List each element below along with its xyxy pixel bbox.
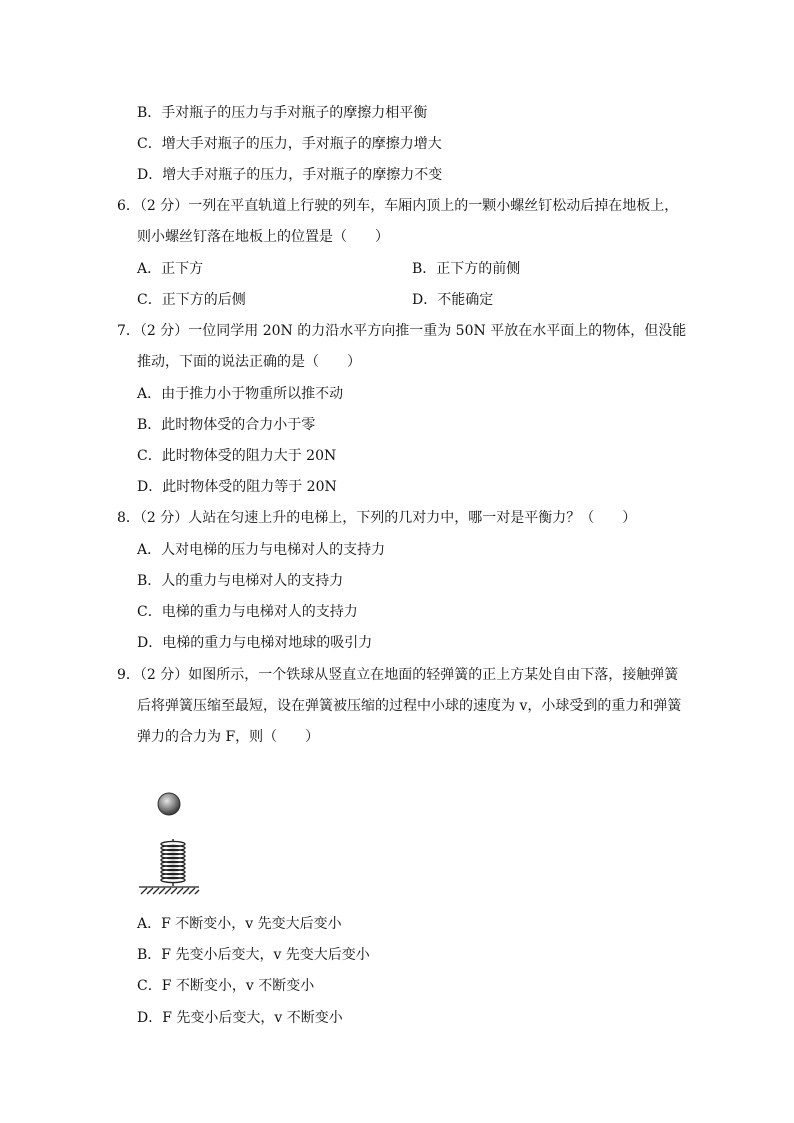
spring xyxy=(161,839,185,886)
ball-spring-figure xyxy=(133,790,205,900)
q5-option-b: B．手对瓶子的压力与手对瓶子的摩擦力相平衡 xyxy=(137,105,428,121)
ground xyxy=(139,887,199,894)
q9-option-b: B．F 先变小后变大，v 先变大后变小 xyxy=(137,947,370,963)
q9-option-d: D．F 先变小后变大，v 不断变小 xyxy=(137,1010,343,1026)
q6-stem-line1: 6．（2 分）一列在平直轨道上行驶的列车，车厢内顶上的一颗小螺丝钉松动后掉在地板上， xyxy=(117,198,679,214)
q8-option-c: C．电梯的重力与电梯对人的支持力 xyxy=(137,604,358,620)
q9-stem-line3: 弹力的合力为 F，则（ ） xyxy=(137,729,320,745)
q6-option-d: D．不能确定 xyxy=(412,292,494,308)
q9-stem-line2: 后将弹簧压缩至最短，设在弹簧被压缩的过程中小球的速度为 v，小球受到的重力和弹簧 xyxy=(137,698,682,714)
q7-option-b: B．此时物体受的合力小于零 xyxy=(137,417,316,433)
q8-stem-line1: 8．（2 分）人站在匀速上升的电梯上，下列的几对力中，哪一对是平衡力？（ ） xyxy=(117,510,637,526)
q8-option-d: D．电梯的重力与电梯对地球的吸引力 xyxy=(137,635,373,651)
q7-stem-line2: 推动，下面的说法正确的是（ ） xyxy=(137,354,361,370)
q6-option-b: B．正下方的前侧 xyxy=(412,261,521,277)
q5-option-d: D．增大手对瓶子的压力，手对瓶子的摩擦力不变 xyxy=(137,167,443,183)
iron-ball xyxy=(158,793,180,815)
q8-option-a: A．人对电梯的压力与电梯对人的支持力 xyxy=(137,542,386,558)
q5-option-c: C．增大手对瓶子的压力，手对瓶子的摩擦力增大 xyxy=(137,136,442,152)
q6-option-a: A．正下方 xyxy=(137,261,204,277)
q8-option-b: B．人的重力与电梯对人的支持力 xyxy=(137,573,344,589)
q6-stem-line2: 则小螺丝钉落在地板上的位置是（ ） xyxy=(137,229,389,245)
q9-stem-line1: 9．（2 分）如图所示，一个铁球从竖直立在地面的轻弹簧的正上方某处自由下落，接触弹簧 xyxy=(117,667,679,683)
q9-option-a: A．F 不断变小，v 先变大后变小 xyxy=(137,916,342,932)
q7-option-a: A．由于推力小于物重所以推不动 xyxy=(137,386,344,402)
q7-stem-line1: 7．（2 分）一位同学用 20N 的力沿水平方向推一重为 50N 平放在水平面上的物体，但没能 xyxy=(117,323,687,339)
q9-option-c: C．F 不断变小，v 不断变小 xyxy=(137,978,315,994)
q6-option-c: C．正下方的后侧 xyxy=(137,292,246,308)
q7-option-d: D．此时物体受的阻力等于 20N xyxy=(137,479,337,495)
q7-option-c: C．此时物体受的阻力大于 20N xyxy=(137,448,337,464)
